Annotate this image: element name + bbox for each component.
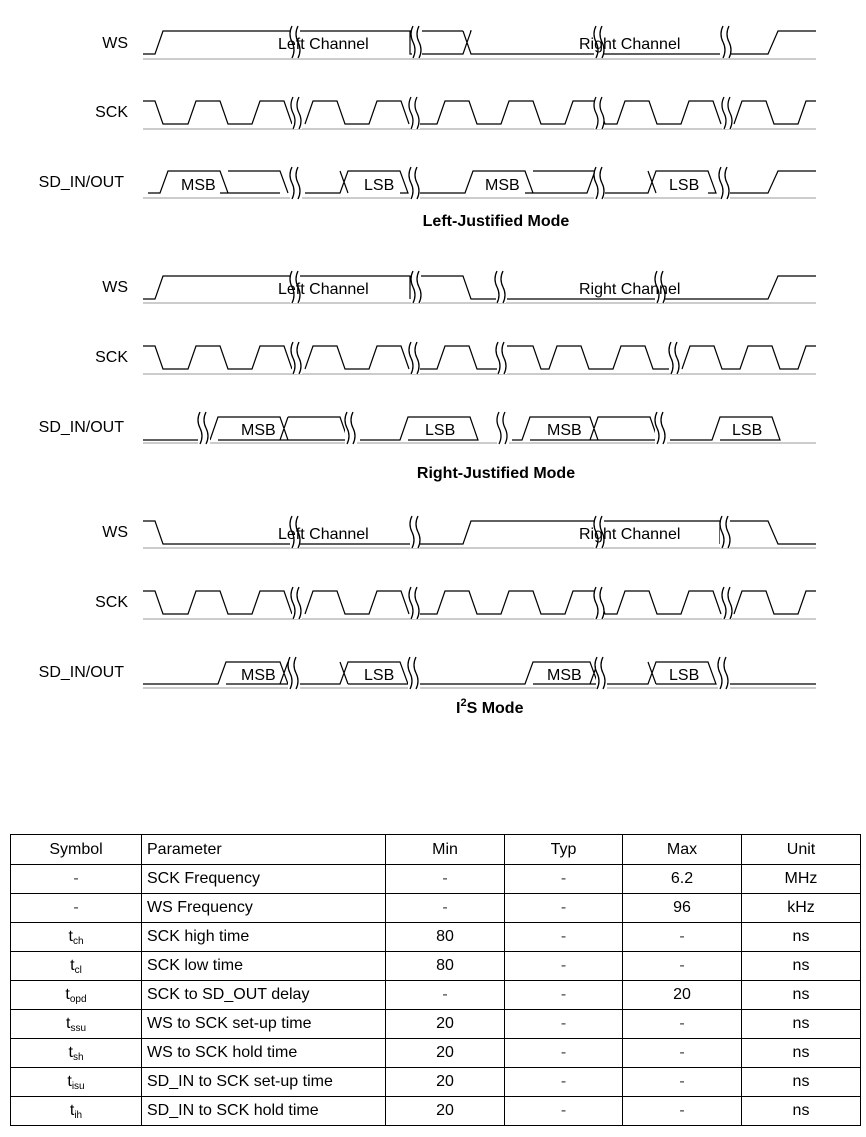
data-box-lsb: LSB xyxy=(732,422,763,439)
table-row xyxy=(11,1068,861,1097)
cell-parameter: WS Frequency xyxy=(142,894,386,923)
table-row xyxy=(11,1039,861,1068)
right-channel-label: Right Channel xyxy=(579,526,681,543)
mode-title: Left-Justified Mode xyxy=(422,213,570,230)
signal-label-sck: SCK xyxy=(95,349,128,366)
cell-min: - xyxy=(386,865,505,894)
mode-left-justified xyxy=(39,26,816,230)
table-row xyxy=(11,923,861,952)
cell-typ: - xyxy=(505,1068,623,1097)
sck-waveform xyxy=(143,591,816,614)
cell-unit: ns xyxy=(742,952,861,981)
cell-parameter: SCK low time xyxy=(142,952,386,981)
header-min: Min xyxy=(386,835,505,865)
ws-waveform xyxy=(143,276,816,299)
sck-waveform xyxy=(143,101,816,124)
signal-label-sd: SD_IN/OUT xyxy=(38,174,124,191)
table-row xyxy=(11,865,861,894)
header-typ: Typ xyxy=(505,835,623,865)
data-box-lsb: LSB xyxy=(364,667,395,684)
cell-symbol xyxy=(11,865,142,894)
symbol-subscript: isu xyxy=(71,1080,85,1092)
cell-unit: ns xyxy=(742,1039,861,1068)
data-box-msb: MSB xyxy=(547,422,582,439)
ws-waveform xyxy=(143,31,816,54)
cell-typ: - xyxy=(505,865,623,894)
right-channel-label: Right Channel xyxy=(579,36,681,53)
data-box-lsb: LSB xyxy=(425,422,456,439)
sck-waveform xyxy=(143,346,816,369)
cell-max: - xyxy=(623,952,742,981)
left-channel-label: Left Channel xyxy=(278,281,369,298)
cell-min: 80 xyxy=(386,952,505,981)
cell-typ: - xyxy=(505,923,623,952)
cell-parameter: WS to SCK hold time xyxy=(142,1039,386,1068)
cell-min: 20 xyxy=(386,1097,505,1126)
symbol-text: t xyxy=(65,985,70,1003)
cell-parameter: WS to SCK set-up time xyxy=(142,1010,386,1039)
cell-symbol xyxy=(11,952,142,981)
cell-unit: kHz xyxy=(742,894,861,923)
cell-symbol xyxy=(11,981,142,1010)
signal-label-sck: SCK xyxy=(95,104,128,121)
signal-label-ws: WS xyxy=(102,524,128,541)
symbol-text: t xyxy=(67,1072,72,1090)
data-box-msb: MSB xyxy=(181,177,216,194)
symbol-text: t xyxy=(65,1014,71,1032)
data-box-lsb: LSB xyxy=(364,177,395,194)
data-box-msb: MSB xyxy=(485,177,520,194)
cell-parameter: SD_IN to SCK set-up time xyxy=(142,1068,386,1097)
cell-unit: ns xyxy=(742,1097,861,1126)
cell-min: - xyxy=(386,981,505,1010)
data-box-lsb: LSB xyxy=(669,177,700,194)
cell-max: 96 xyxy=(623,894,742,923)
cell-parameter: SD_IN to SCK hold time xyxy=(142,1097,386,1126)
mode-title-superscript: 2 xyxy=(460,697,467,709)
symbol-subscript: opd xyxy=(69,993,87,1005)
cell-symbol xyxy=(11,1039,142,1068)
cell-unit: ns xyxy=(742,1010,861,1039)
sd-waveform xyxy=(143,417,780,440)
mode-title xyxy=(456,697,524,717)
left-channel-label: Left Channel xyxy=(278,36,369,53)
table-row xyxy=(11,1010,861,1039)
cell-symbol xyxy=(11,1068,142,1097)
cell-typ: - xyxy=(505,1039,623,1068)
table-header-row xyxy=(11,835,861,865)
symbol-text: t xyxy=(68,927,73,945)
symbol-subscript: cl xyxy=(74,964,82,976)
header-unit: Unit xyxy=(742,835,861,865)
cell-max: 20 xyxy=(623,981,742,1010)
mode-title: Right-Justified Mode xyxy=(416,465,576,482)
sd-waveform xyxy=(148,171,816,193)
signal-label-ws: WS xyxy=(102,279,128,296)
data-box-msb: MSB xyxy=(241,667,276,684)
cell-typ: - xyxy=(505,894,623,923)
cell-min: - xyxy=(386,894,505,923)
mode-right-justified xyxy=(39,270,816,482)
data-box-msb: MSB xyxy=(241,422,276,439)
table-row xyxy=(11,981,861,1010)
cell-min: 20 xyxy=(386,1039,505,1068)
timing-parameters-table xyxy=(10,834,861,1126)
table-body xyxy=(11,865,861,1126)
symbol-text: t xyxy=(69,1101,75,1119)
table-row xyxy=(11,952,861,981)
cell-parameter: SCK to SD_OUT delay xyxy=(142,981,386,1010)
symbol-text: - xyxy=(73,870,79,887)
table-row xyxy=(11,894,861,923)
header-symbol: Symbol xyxy=(11,835,142,865)
data-box-lsb: LSB xyxy=(669,667,700,684)
cell-max: - xyxy=(623,1068,742,1097)
symbol-subscript: ch xyxy=(72,935,84,947)
cell-min: 80 xyxy=(386,923,505,952)
cell-max: - xyxy=(623,1097,742,1126)
ws-waveform xyxy=(143,521,816,544)
mode-title-i: I xyxy=(456,700,461,717)
signal-label-sd: SD_IN/OUT xyxy=(38,419,124,436)
cell-min: 20 xyxy=(386,1068,505,1097)
cell-unit: ns xyxy=(742,1068,861,1097)
signal-label-sd: SD_IN/OUT xyxy=(38,664,124,681)
cell-symbol xyxy=(11,1097,142,1126)
cell-typ: - xyxy=(505,952,623,981)
cell-max: 6.2 xyxy=(623,865,742,894)
data-box-msb: MSB xyxy=(547,667,582,684)
cell-symbol xyxy=(11,1010,142,1039)
symbol-subscript: ih xyxy=(74,1109,83,1121)
signal-label-ws: WS xyxy=(102,35,128,52)
symbol-text: - xyxy=(73,899,79,916)
cell-max: - xyxy=(623,1010,742,1039)
cell-typ: - xyxy=(505,1010,623,1039)
mode-i2s xyxy=(39,516,816,717)
symbol-subscript: sh xyxy=(72,1051,84,1063)
cell-symbol xyxy=(11,923,142,952)
header-max: Max xyxy=(623,835,742,865)
symbol-text: t xyxy=(70,956,75,974)
mode-title-rest: S Mode xyxy=(466,700,524,717)
cell-min: 20 xyxy=(386,1010,505,1039)
left-channel-label: Left Channel xyxy=(278,526,369,543)
cell-symbol xyxy=(11,894,142,923)
table-row xyxy=(11,1097,861,1126)
cell-typ: - xyxy=(505,981,623,1010)
cell-unit: ns xyxy=(742,981,861,1010)
header-parameter: Parameter xyxy=(142,835,386,865)
symbol-subscript: ssu xyxy=(70,1022,86,1034)
cell-max: - xyxy=(623,1039,742,1068)
symbol-text: t xyxy=(68,1043,73,1061)
right-channel-label: Right Channel xyxy=(579,281,681,298)
cell-typ: - xyxy=(505,1097,623,1126)
cell-parameter: SCK Frequency xyxy=(142,865,386,894)
signal-label-sck: SCK xyxy=(95,594,128,611)
cell-unit: ns xyxy=(742,923,861,952)
cell-max: - xyxy=(623,923,742,952)
cell-parameter: SCK high time xyxy=(142,923,386,952)
cell-unit: MHz xyxy=(742,865,861,894)
